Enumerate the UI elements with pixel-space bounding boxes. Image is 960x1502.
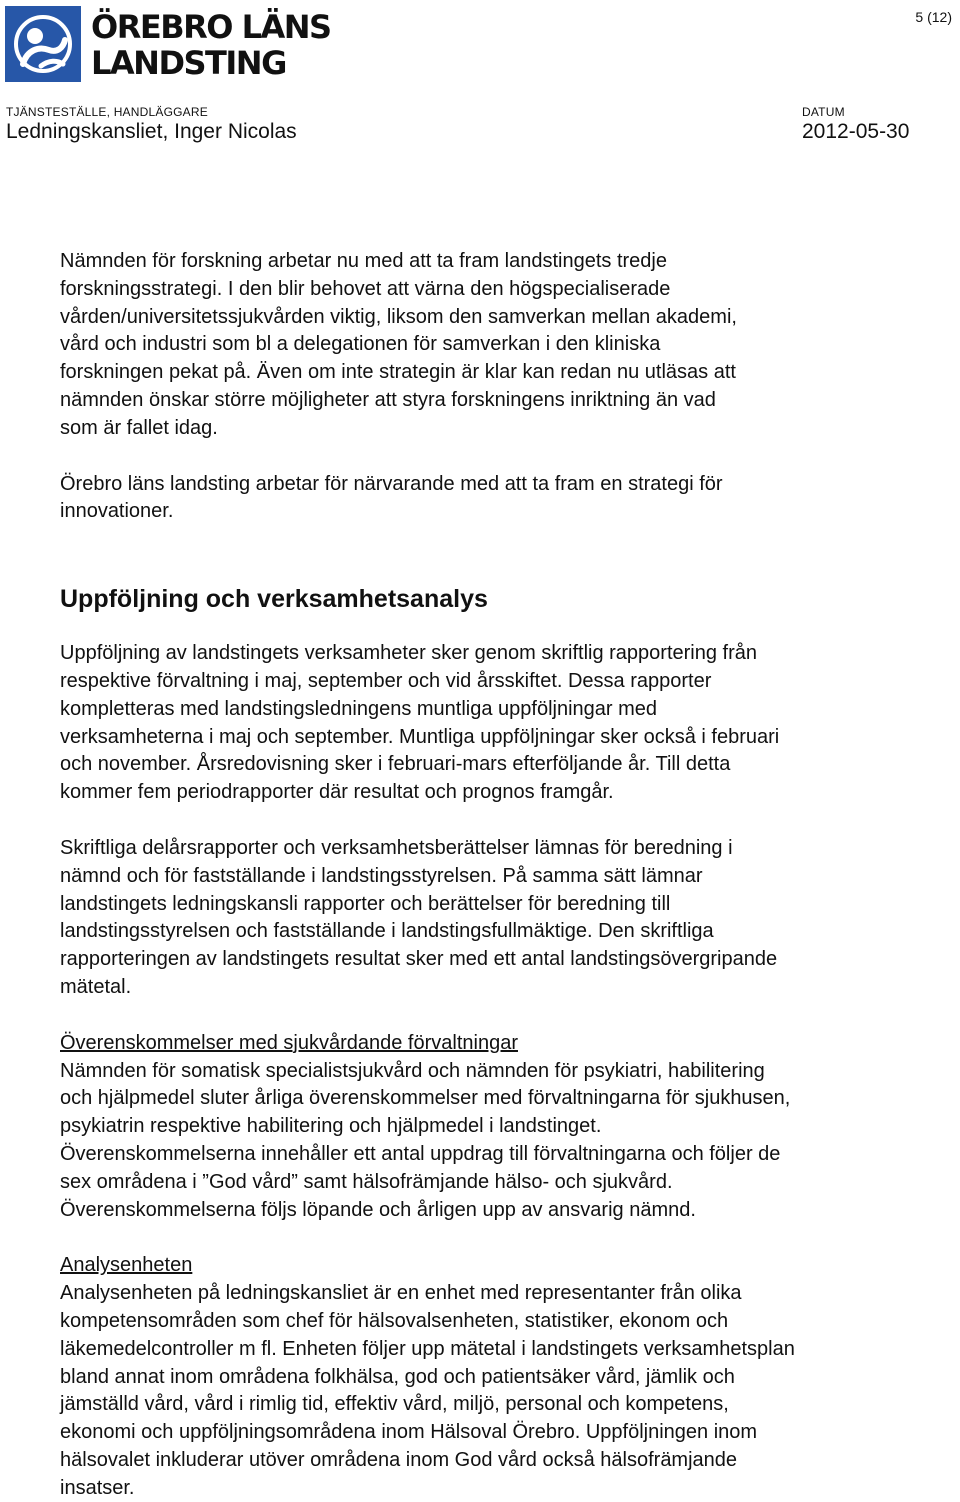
logo-text-line1: ÖREBRO LÄNS (91, 8, 331, 46)
text-line: som är fallet idag. (60, 416, 218, 439)
paragraph-follow-up (60, 640, 950, 807)
document-body (60, 248, 950, 1502)
text-line: rapporteringen av landstingets resultat sker med ett antal landstingsövergripande (60, 948, 778, 971)
subheading-analysis-unit: Analysenheten (60, 1254, 193, 1277)
text-line: Nämnden för forskning arbetar nu med att ta fram landstingets tredje (60, 250, 667, 272)
text-line: kompetensområden som chef för hälsovalsenheten, statistiker, ekonom och (60, 1309, 729, 1332)
department-caption: TJÄNSTESTÄLLE, HANDLÄGGARE (6, 105, 208, 119)
text-line: läkemedelcontroller m fl. Enheten följer upp mätetal i landstingets verksamhetsplan (60, 1337, 795, 1360)
text-line: hälsovalet inkluderar utöver områdena inom God vård också hälsofrämjande (60, 1448, 738, 1471)
landsting-logo (5, 6, 331, 82)
text-line: nämnd och för fastställande i landstingsstyrelsen. På samma sätt lämnar (60, 864, 703, 887)
paragraph-innovation (60, 471, 950, 527)
text-line: psykiatrin respektive habilitering och hjälpmedel i landstinget. (60, 1115, 602, 1138)
text-line: forskningen pekat på. Även om inte strategin är klar kan redan nu utläsas att (60, 361, 736, 384)
paragraph-agreements (60, 1030, 950, 1225)
text-line: landstingsstyrelsen och fastställande i landstingsfullmäktige. Den skriftliga (60, 920, 714, 943)
text-line: landstingets ledningskansli rapporter och berättelser för beredning till (60, 892, 671, 915)
page-number: 5 (12) (915, 9, 952, 25)
logo-emblem-icon (5, 6, 81, 82)
text-line: Analysenheten på ledningskansliet är en enhet med representanter från olika (60, 1282, 742, 1305)
text-line: jämställd vård, vård i rimlig tid, effektiv vård, miljö, personal och kompetens, (60, 1393, 729, 1416)
text-line: kommer fem periodrapporter där resultat och prognos framgår. (60, 781, 614, 804)
paragraph-reports (60, 835, 950, 1002)
text-line: respektive förvaltning i maj, september och vid årsskiftet. Dessa rapporter (60, 669, 712, 692)
text-line: Överenskommelserna följs löpande och årligen upp av ansvarig nämnd. (60, 1198, 696, 1221)
text-line: ekonomi och uppföljningsområdena inom Hälsoval Örebro. Uppföljningen inom (60, 1421, 758, 1444)
text-line: innovationer. (60, 500, 174, 523)
date-value: 2012-05-30 (802, 120, 910, 143)
text-line: vård och industri som bl a delegationen för samverkan i den kliniska (60, 333, 661, 356)
text-line: sex områdena i ”God vård” samt hälsofrämjande hälso- och sjukvård. (60, 1170, 673, 1193)
text-line: insatser. (60, 1476, 135, 1499)
text-line: Uppföljning av landstingets verksamheter sker genom skriftlig rapportering från (60, 642, 758, 665)
text-line: och november. Årsredovisning sker i februari-mars efterföljande år. Till detta (60, 753, 731, 776)
date-caption: DATUM (802, 105, 845, 119)
text-line: kompletteras med landstingsledningens muntliga uppföljningar med (60, 697, 658, 720)
text-line: Nämnden för somatisk specialistsjukvård och nämnden för psykiatri, habilitering (60, 1059, 765, 1082)
text-line: Överenskommelserna innehåller ett antal uppdrag till förvaltningarna och följer de (60, 1142, 781, 1165)
text-line: vården/universitetssjukvården viktig, liksom den samverkan mellan akademi, (60, 305, 737, 328)
text-line: mätetal. (60, 975, 132, 998)
text-line: Skriftliga delårsrapporter och verksamhetsberättelser lämnas för beredning i (60, 836, 733, 859)
text-line: nämnden önskar större möjligheter att styra forskningens inriktning än vad (60, 388, 716, 411)
department-value: Ledningskansliet, Inger Nicolas (6, 120, 297, 143)
text-line: verksamheterna i maj och september. Muntliga uppföljningar sker också i februari (60, 725, 780, 748)
paragraph-research-strategy (60, 248, 950, 443)
text-line: Örebro läns landsting arbetar för närvarande med att ta fram en strategi för (60, 472, 723, 495)
subheading-agreements: Överenskommelser med sjukvårdande förvaltningar (60, 1031, 518, 1054)
paragraph-analysis-unit (60, 1252, 950, 1502)
text-line: forskningsstrategi. I den blir behovet att värna den högspecialiserade (60, 277, 671, 300)
text-line: bland annat inom områdena folkhälsa, god och patientsäker vård, jämlik och (60, 1365, 735, 1388)
section-heading: Uppföljning och verksamhetsanalys (60, 585, 488, 614)
logo-text-line2: LANDSTING (91, 44, 286, 82)
text-line: och hjälpmedel sluter årliga överenskommelser med förvaltningarna för sjukhusen, (60, 1087, 791, 1110)
